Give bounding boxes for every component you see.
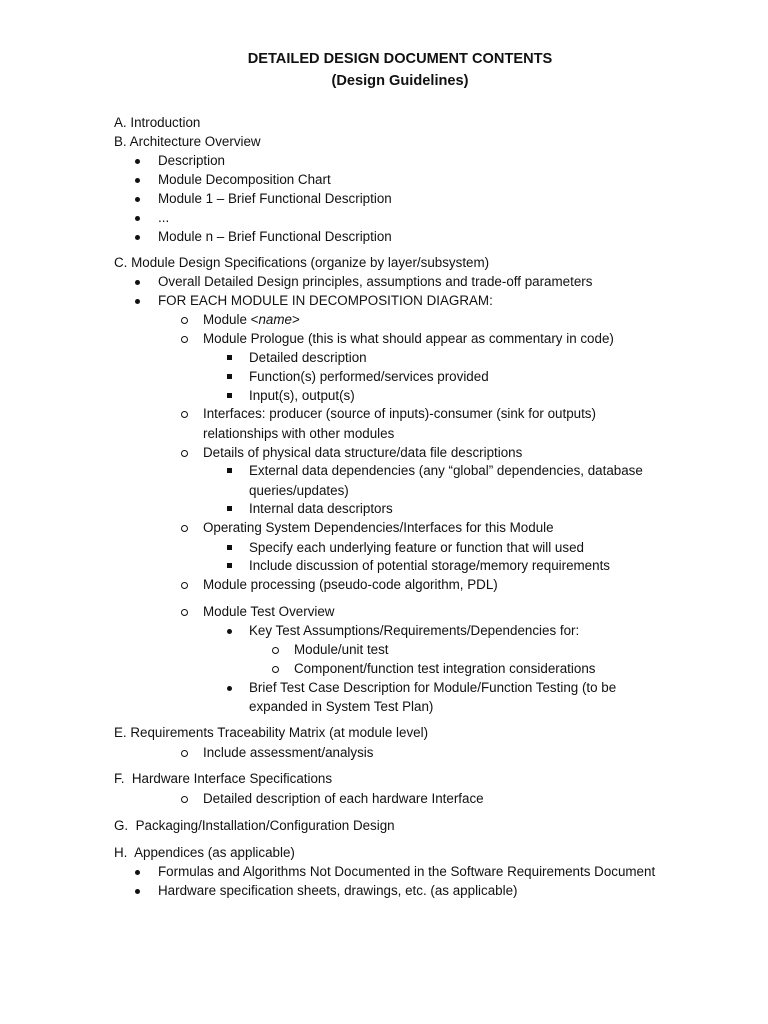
list-item: Hardware specification sheets, drawings, etc. (as applicable) <box>158 883 518 898</box>
list-item: FOR EACH MODULE IN DECOMPOSITION DIAGRAM: <box>158 293 493 308</box>
bullet-circle <box>272 647 279 654</box>
bullet-circle <box>181 450 188 457</box>
list-item: Module Test Overview <box>203 604 335 619</box>
bullet-disc <box>135 235 140 240</box>
module-name-variable: name <box>258 312 292 327</box>
section-c-heading: C. Module Design Specifications (organize by layer/subsystem) <box>114 255 490 270</box>
section-b-heading: B. Architecture Overview <box>114 134 261 149</box>
list-item: Input(s), output(s) <box>249 388 355 403</box>
bullet-square <box>227 374 232 379</box>
list-item: Module 1 – Brief Functional Description <box>158 191 392 206</box>
module-name-prefix: Module < <box>203 312 259 327</box>
list-item: Detailed description <box>249 350 367 365</box>
bullet-disc <box>135 159 140 164</box>
list-item: Overall Detailed Design principles, assumptions and trade-off parameters <box>158 274 593 289</box>
section-h-heading: H. Appendices (as applicable) <box>114 845 295 860</box>
document-subtitle: (Design Guidelines) <box>331 73 469 89</box>
list-item: Detailed description of each hardware Interface <box>203 791 484 806</box>
module-name-suffix: > <box>291 312 300 327</box>
list-item: Key Test Assumptions/Requirements/Dependencies for: <box>249 623 580 638</box>
bullet-circle <box>181 796 188 803</box>
list-item: Brief Test Case Description for Module/Function Testing (to be <box>249 680 617 695</box>
bullet-circle <box>181 609 188 616</box>
bullet-square <box>227 545 232 550</box>
list-item: Component/function test integration considerations <box>294 661 596 676</box>
list-item: Details of physical data structure/data file descriptions <box>203 445 523 460</box>
bullet-circle <box>181 750 188 757</box>
bullet-disc <box>135 870 140 875</box>
bullet-disc <box>135 889 140 894</box>
bullet-disc <box>135 197 140 202</box>
list-item: Module Decomposition Chart <box>158 172 331 187</box>
bullet-disc <box>135 299 140 304</box>
list-item: Module processing (pseudo-code algorithm, PDL) <box>203 577 498 592</box>
bullet-square <box>227 393 232 398</box>
list-item: Module/unit test <box>294 642 389 657</box>
bullet-disc <box>227 686 232 691</box>
list-item: Formulas and Algorithms Not Documented in the Software Requirements Document <box>158 864 656 879</box>
list-item: Operating System Dependencies/Interfaces for this Module <box>203 520 554 535</box>
bullet-circle <box>181 317 188 324</box>
bullet-disc <box>227 629 232 634</box>
bullet-disc <box>135 216 140 221</box>
bullet-square <box>227 355 232 360</box>
list-item: Internal data descriptors <box>249 501 393 516</box>
document-title: DETAILED DESIGN DOCUMENT CONTENTS <box>247 51 553 67</box>
bullet-circle <box>181 336 188 343</box>
bullet-square <box>227 468 232 473</box>
bullet-circle <box>181 525 188 532</box>
list-item: Module Prologue (this is what should appear as commentary in code) <box>203 331 614 346</box>
list-item: Include discussion of potential storage/memory requirements <box>249 558 610 573</box>
section-g-heading: G. Packaging/Installation/Configuration Design <box>114 818 395 833</box>
list-item-module-name <box>203 310 300 329</box>
section-a-heading: A. Introduction <box>114 115 201 130</box>
section-e-heading: E. Requirements Traceability Matrix (at module level) <box>114 725 429 740</box>
list-item: Interfaces: producer (source of inputs)-consumer (sink for outputs) <box>203 406 596 421</box>
list-item: Function(s) performed/services provided <box>249 369 489 384</box>
bullet-square <box>227 506 232 511</box>
list-item-continuation: queries/updates) <box>249 483 349 498</box>
bullet-disc <box>135 280 140 285</box>
list-item: Include assessment/analysis <box>203 745 374 760</box>
bullet-circle <box>181 411 188 418</box>
list-item-continuation: expanded in System Test Plan) <box>249 699 434 714</box>
list-item: Description <box>158 153 225 168</box>
list-item: ... <box>158 210 170 225</box>
bullet-circle <box>272 666 279 673</box>
list-item: External data dependencies (any “global” dependencies, database <box>249 463 643 478</box>
bullet-square <box>227 563 232 568</box>
list-item-continuation: relationships with other modules <box>203 426 395 441</box>
bullet-circle <box>181 582 188 589</box>
list-item: Specify each underlying feature or function that will used <box>249 540 584 555</box>
bullet-disc <box>135 178 140 183</box>
section-f-heading: F. Hardware Interface Specifications <box>114 771 333 786</box>
list-item: Module n – Brief Functional Description <box>158 229 392 244</box>
